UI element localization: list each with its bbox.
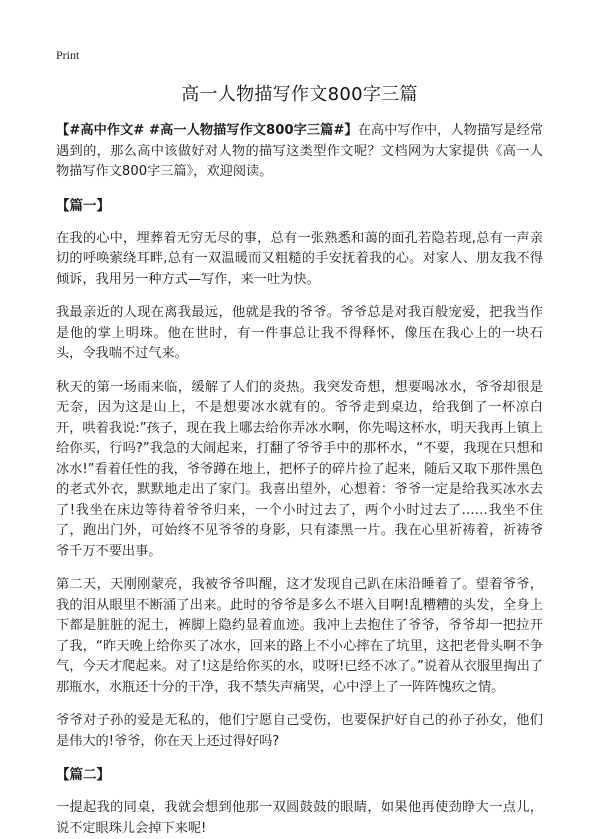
section-2-paragraph-1: 一提起我的同桌，我就会想到他那一双圆鼓鼓的眼睛，如果他再使劲睁大一点儿，说不定眼珠儿会掉下来呢! (56, 800, 543, 836)
section-1-paragraph-1: 在我的心中，埋葬着无穷无尽的事，总有一张熟悉和蔼的面孔若隐若现,总有一声亲切的呼唤萦绕耳畔,总有一双温暖而又粗糙的手安抚着我的心。对家人、朋友我不得倾诉，我用另一种方式—写作，来一吐为快。 (56, 230, 543, 287)
print-link[interactable]: Print (56, 48, 80, 62)
section-1-paragraph-5: 爷爷对子孙的爱是无私的，他们宁愿自己受伤，也要保护好自己的孙子孙女，他们是伟大的!爷爷，你在天上还过得好吗? (56, 713, 543, 749)
section-heading-2: 【篇二】 (56, 767, 110, 783)
section-1-paragraph-3: 秋天的第一场雨来临，缓解了人们的炎热。我突发奇想，想要喝冰水，爷爷却很是无奈，因为这是山上，不是想要冰水就有的。爷爷走到桌边，给我倒了一杯凉白开，哄着我说:”孩子，现在我上哪去给你弄冰水啊，你先喝这杯水，明天我再上镇上给你买，行吗?”我急的大闹起来，打翻了爷爷手中的那杯水，“不要，我现在只想和冰水!”看着任性的我，爷爷蹲在地上，把杯子的碎片捡了起来，随后又取下那件黑色的老式外衣，默默地走出了家门。我喜出望外，心想着：爷爷一定是给我买冰水去了!我坐在床边等待着爷爷归来，一个小时过去了，两个小时过去了……我坐不住了，跑出门外，可始终不见爷爷的身影，只有漆黑一片。我在心里祈祷着，祈祷爷爷千万不要出事。 (56, 379, 543, 559)
intro-paragraph (56, 121, 543, 183)
section-heading-1: 【篇一】 (56, 197, 110, 214)
section-1-paragraph-4: 第二天，天刚刚蒙亮，我被爷爷叫醒，这才发现自己趴在床沿睡着了。望着爷爷，我的泪从眼里不断涌了出来。此时的爷爷是多么不堪入目啊!乱糟糟的头发，全身上下都是脏脏的泥土，裤脚上隐约显着血迹。我冲上去抱住了爷爷，爷爷却一把拉开了我，“昨天晚上给你买了冰水，回来的路上不小心摔在了坑里，这把老骨头啊不争气，今天才爬起来。对了!这是给你买的水，哎呀!已经不冰了。”说着从衣服里掏出了那瓶水，水瓶还十分的干净，我不禁失声痛哭，心中浮上了一阵阵愧疚之情。 (56, 577, 543, 695)
intro-text: 在高中写作中，人物描写是经常遇到的，那么高中该做好对人物的描写这类型作文呢？文档网为大家提供《高一人物描写作文800字三篇》，欢迎阅读。 (56, 123, 544, 179)
page-title: 高一人物描写作文800字三篇 (181, 84, 418, 105)
section-1-paragraph-2: 我最亲近的人现在离我最远，他就是我的爷爷。爷爷总是对我百般宠爱，把我当作是他的掌上明珠。他在世时，有一件事总让我不得释怀，像压在我心上的一块石头，令我喘不过气来。 (56, 305, 543, 361)
intro-tags: 【#高中作文# #高一人物描写作文800字三篇#】 (56, 123, 358, 138)
